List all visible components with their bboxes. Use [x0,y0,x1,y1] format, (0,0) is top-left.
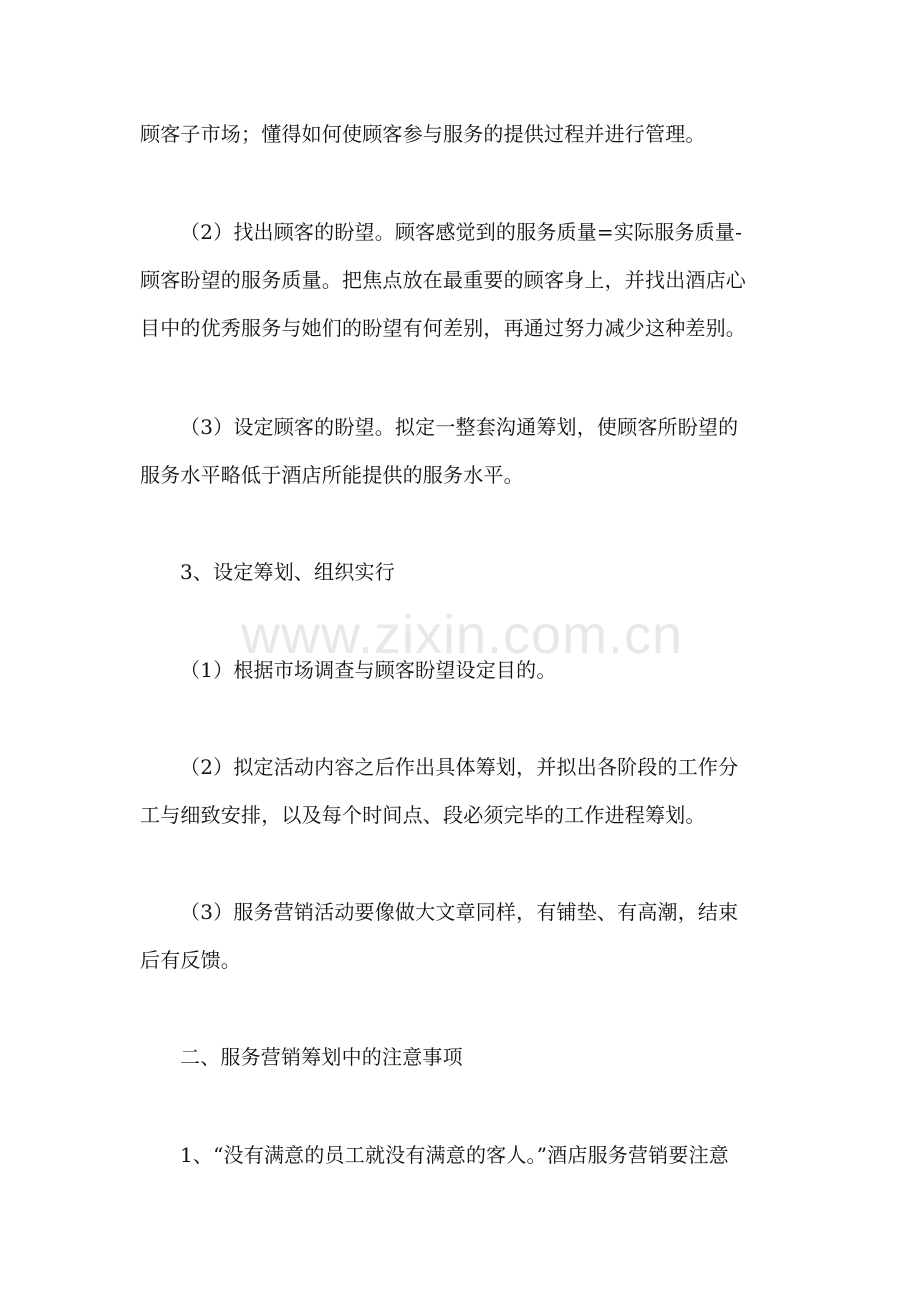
text-line: 顾客盼望的服务质量。把焦点放在最重要的顾客身上，并找出酒店心 [140,268,746,292]
text-line: 目中的优秀服务与她们的盼望有何差别，再通过努力减少这种差别。 [140,316,746,340]
paragraph-first-line: （3）服务营销活动要像做大文章同样，有铺垫、有高潮，结束 [180,900,739,924]
paragraph-first-line: 1、“没有满意的员工就没有满意的客人。”酒店服务营销要注意 [180,1143,729,1167]
text-line: 后有反馈。 [140,948,241,972]
paragraph-first-line: （2）找出顾客的盼望。顾客感觉到的服务质量=实际服务质量- [180,220,743,244]
paragraph-first-line: （3）设定顾客的盼望。拟定一整套沟通筹划，使顾客所盼望的 [180,415,739,439]
watermark-text: www.zixin.com.cn [240,605,684,665]
section-heading: 3、设定筹划、组织实行 [180,560,395,584]
text-line: 顾客子市场；懂得如何使顾客参与服务的提供过程并进行管理。 [140,122,706,146]
text-line: 服务水平略低于酒店所能提供的服务水平。 [140,463,524,487]
paragraph-first-line: （1）根据市场调查与顾客盼望设定目的。 [180,658,557,682]
text-line: 工与细致安排，以及每个时间点、段必须完毕的工作进程筹划。 [140,803,706,827]
paragraph-first-line: （2）拟定活动内容之后作出具体筹划，并拟出各阶段的工作分 [180,755,739,779]
section-heading: 二、服务营销筹划中的注意事项 [180,1045,463,1069]
